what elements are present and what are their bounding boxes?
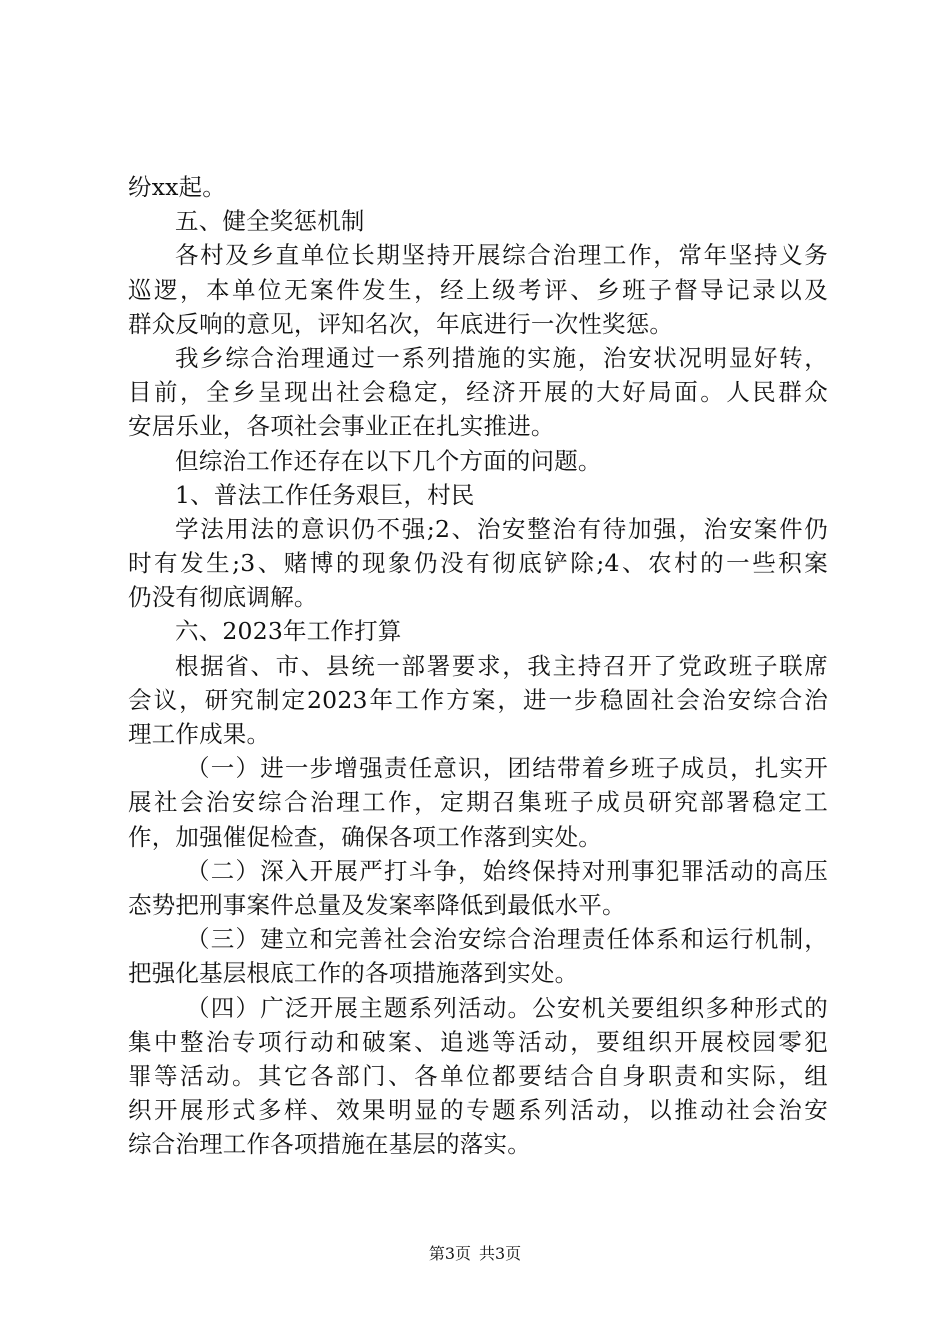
text-line: 织开展形式多样、效果明显的专题系列活动，以推动社会治安 <box>128 1096 828 1125</box>
text-line: 综合治理工作各项措施在基层的落实。 <box>128 1130 531 1159</box>
text-line: 理工作成果。 <box>128 720 271 748</box>
page-total: 共3页 <box>479 1244 522 1263</box>
section-heading: 六、2023年工作打算 <box>175 617 402 646</box>
text-line: 作，加强催促检查，确保各项工作落到实处。 <box>128 822 602 851</box>
text-line: 态势把刑事案件总量及发案率降低到最低水平。 <box>128 890 626 919</box>
text-line: 各村及乡直单位长期坚持开展综合治理工作，常年坚持义务 <box>175 241 828 270</box>
text-line: （一）进一步增强责任意识，团结带着乡班子成员，扎实开 <box>186 754 828 783</box>
page-footer <box>0 1244 950 1264</box>
text-line: （四）广泛开展主题系列活动。公安机关要组织多种形式的 <box>186 993 828 1022</box>
text-line: 安居乐业，各项社会事业正在扎实推进。 <box>128 412 555 441</box>
page-number: 第3页 <box>428 1244 471 1263</box>
text-line: 仍没有彻底调解。 <box>128 583 318 612</box>
text-line: 目前，全乡呈现出社会稳定，经济开展的大好局面。人民群众 <box>128 378 828 407</box>
text-line: 学法用法的意识仍不强;2、治安整治有待加强，治安案件仍 <box>175 514 828 543</box>
text-line: 罪等活动。其它各部门、各单位都要结合自身职责和实际，组 <box>128 1061 828 1090</box>
text-line: 巡逻，本单位无案件发生，经上级考评、乡班子督导记录以及 <box>128 275 828 304</box>
text-line: 展社会治安综合治理工作，定期召集班子成员研究部署稳定工 <box>128 788 828 817</box>
text-line: （三）建立和完善社会治安综合治理责任体系和运行机制， <box>186 925 828 954</box>
text-line: 把强化基层根底工作的各项措施落到实处。 <box>128 959 579 988</box>
text-line: 但综治工作还存在以下几个方面的问题。 <box>175 446 602 475</box>
text-line: 会议，研究制定2023年工作方案，进一步稳固社会治安综合治 <box>128 685 828 714</box>
text-line: 1、普法工作任务艰巨，村民 <box>175 480 475 509</box>
document-body <box>128 170 828 1161</box>
text-line: 根据省、市、县统一部署要求，我主持召开了党政班子联席 <box>175 651 828 680</box>
section-heading: 五、健全奖惩机制 <box>175 207 365 236</box>
text-line: （二）深入开展严打斗争，始终保持对刑事犯罪活动的高压 <box>186 856 828 885</box>
text-line: 时有发生;3、赌博的现象仍没有彻底铲除;4、农村的一些积案 <box>128 549 828 578</box>
text-line: 集中整治专项行动和破案、追逃等活动，要组织开展校园零犯 <box>128 1027 828 1056</box>
text-line: 群众反响的意见，评知名次，年底进行一次性奖惩。 <box>128 309 674 338</box>
text-line: 我乡综合治理通过一系列措施的实施，治安状况明显好转， <box>175 343 828 372</box>
text-line: 纷xx起。 <box>128 173 227 201</box>
